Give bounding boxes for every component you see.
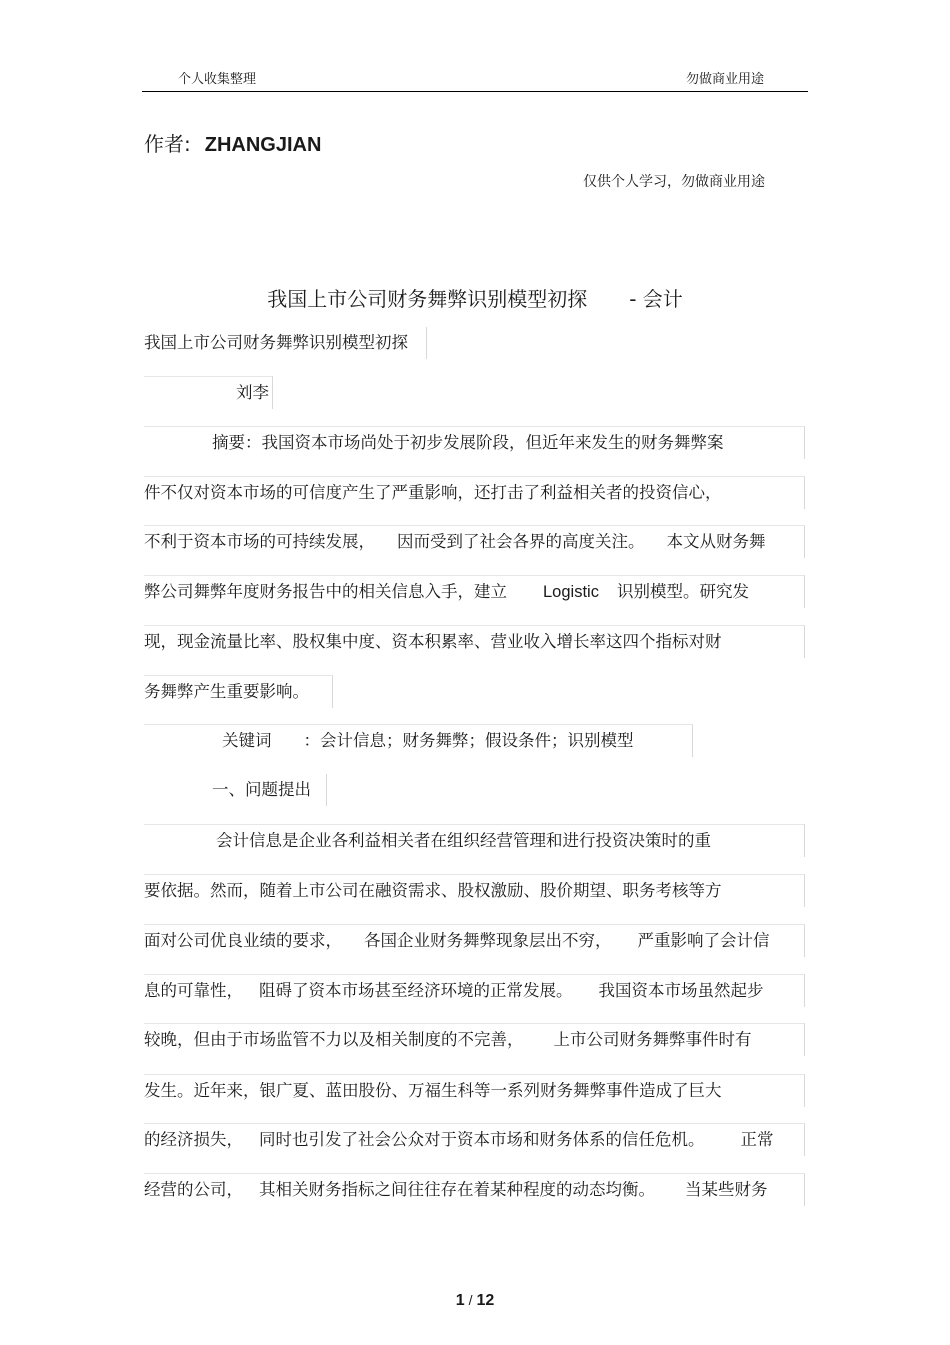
title-main: 我国上市公司财务舞弊识别模型初探 <box>267 287 588 311</box>
keywords-text: ：会计信息；财务舞弊；假设条件；识别模型 <box>303 731 634 750</box>
keywords-line <box>144 724 693 757</box>
author-line <box>144 128 321 157</box>
abstract-line-3: 不利于资本市场的可持续发展， 因而受到了社会各界的高度关注。 本文从财务舞 <box>144 525 805 558</box>
body-line-7: 的经济损失， 同时也引发了社会公众对于资本市场和财务体系的信任危机。 正常 <box>144 1123 805 1156</box>
abstract-line-4: 弊公司舞弊年度财务报告中的相关信息入手，建立 Logistic 识别模型。研究发 <box>144 575 805 608</box>
current-page: 1 <box>455 1292 465 1309</box>
keywords-label: 关键词 <box>222 731 272 750</box>
body-line-1: 会计信息是企业各利益相关者在组织经营管理和进行投资决策时的重 <box>144 824 805 857</box>
title-suffix: - 会计 <box>629 287 683 311</box>
abstract-line-5: 现，现金流量比率、股权集中度、资本积累率、营业收入增长率这四个指标对财 <box>144 625 805 658</box>
body-line-6: 发生。近年来，银广夏、蓝田股份、万福生科等一系列财务舞弊事件造成了巨大 <box>144 1074 805 1107</box>
page-separator: / <box>468 1292 473 1308</box>
logistic-term: Logistic <box>543 583 599 601</box>
body-line-5: 较晚，但由于市场监管不力以及相关制度的不完善， 上市公司财务舞弊事件时有 <box>144 1023 805 1056</box>
subtitle: 我国上市公司财务舞弊识别模型初探 <box>144 327 427 359</box>
header-right-text: 勿做商业用途 <box>685 72 764 87</box>
author-name: ZHANGJIAN <box>204 134 322 156</box>
header-left-text: 个人收集整理 <box>178 72 257 87</box>
article-author: 刘李 <box>144 376 273 409</box>
usage-notice: 仅供个人学习，勿做商业用途 <box>583 174 765 190</box>
body-line-3: 面对公司优良业绩的要求， 各国企业财务舞弊现象层出不穷， 严重影响了会计信 <box>144 924 805 957</box>
header-divider <box>142 91 808 92</box>
author-label: 作者: <box>144 132 191 156</box>
total-pages: 12 <box>476 1292 495 1309</box>
body-line-4: 息的可靠性， 阻碍了资本市场甚至经济环境的正常发展。 我国资本市场虽然起步 <box>144 974 805 1007</box>
abstract-line-2: 件不仅对资本市场的可信度产生了严重影响，还打击了利益相关者的投资信心， <box>144 476 805 509</box>
section-heading-1: 一、问题提出 <box>144 774 327 806</box>
body-line-8: 经营的公司， 其相关财务指标之间往往存在着某种程度的动态均衡。 当某些财务 <box>144 1173 805 1206</box>
document-title <box>0 283 950 312</box>
abstract-line-1: 摘要：我国资本市场尚处于初步发展阶段，但近年来发生的财务舞弊案 <box>144 426 805 459</box>
body-line-2: 要依据。然而，随着上市公司在融资需求、股权激励、股价期望、职务考核等方 <box>144 874 805 907</box>
abstract-line-6: 务舞弊产生重要影响。 <box>144 675 333 708</box>
page-number <box>0 1292 950 1310</box>
